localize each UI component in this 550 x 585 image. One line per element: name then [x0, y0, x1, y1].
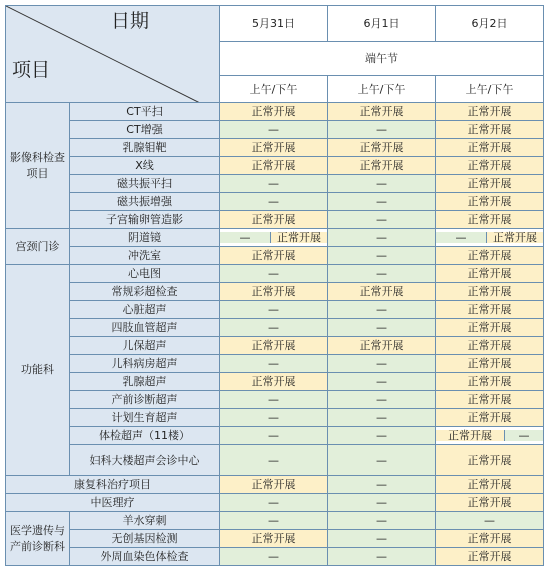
- item-name: 乳腺超声: [70, 373, 220, 391]
- status-cell: —: [328, 494, 436, 512]
- status-cell: 正常开展: [436, 548, 544, 566]
- item-name: 儿科病房超声: [70, 355, 220, 373]
- status-cell: 正常开展: [436, 409, 544, 427]
- table-row: [6, 139, 544, 157]
- status-cell: —: [328, 211, 436, 229]
- holiday-label: 端午节: [220, 42, 544, 76]
- table-row: [6, 193, 544, 211]
- item-name: CT平扫: [70, 103, 220, 121]
- item-name: 冲洗室: [70, 247, 220, 265]
- table-row: [6, 391, 544, 409]
- corner-item-label: 项目: [12, 59, 51, 81]
- status-cell: 正常开展: [220, 373, 328, 391]
- status-cell: 正常开展: [436, 265, 544, 283]
- corner-header: [6, 6, 220, 103]
- item-name: 乳腺钼靶: [70, 139, 220, 157]
- status-cell: —: [220, 175, 328, 193]
- status-cell: 正常开展: [220, 211, 328, 229]
- status-cell: 正常开展: [436, 494, 544, 512]
- status-cell: —: [220, 409, 328, 427]
- table-row: [6, 247, 544, 265]
- table-row: [6, 530, 544, 548]
- status-cell: 正常开展: [328, 103, 436, 121]
- table-row: [6, 427, 544, 445]
- status-cell: 正常开展: [436, 157, 544, 175]
- status-cell: 正常开展: [220, 283, 328, 301]
- item-name: 计划生育超声: [70, 409, 220, 427]
- item-name: 磁共振增强: [70, 193, 220, 211]
- status-cell: —: [328, 247, 436, 265]
- date-header: 6月2日: [436, 6, 544, 42]
- category-label: 功能科: [6, 265, 70, 476]
- item-name: 中医理疗: [6, 494, 220, 512]
- status-cell: —: [220, 391, 328, 409]
- item-name: 磁共振平扫: [70, 175, 220, 193]
- item-name: 产前诊断超声: [70, 391, 220, 409]
- table-row: [6, 175, 544, 193]
- status-cell: 正常开展: [436, 193, 544, 211]
- item-name: X线: [70, 157, 220, 175]
- status-cell: 正常开展: [328, 157, 436, 175]
- table-row: [6, 373, 544, 391]
- status-cell: —: [328, 512, 436, 530]
- status-cell: —: [220, 512, 328, 530]
- item-name: 四肢血管超声: [70, 319, 220, 337]
- item-name: 康复科治疗项目: [6, 476, 220, 494]
- status-cell-pm: 正常开展: [487, 232, 543, 243]
- status-cell: 正常开展: [436, 337, 544, 355]
- status-cell: —: [220, 445, 328, 476]
- status-cell: —: [328, 530, 436, 548]
- status-cell: —: [328, 193, 436, 211]
- status-cell: 正常开展: [436, 211, 544, 229]
- schedule-body: [6, 6, 544, 566]
- item-name: 子宫输卵管造影: [70, 211, 220, 229]
- status-cell: —: [328, 476, 436, 494]
- status-cell: 正常开展: [220, 337, 328, 355]
- status-cell-split: [436, 229, 544, 247]
- date-header: 6月1日: [328, 6, 436, 42]
- table-row: [6, 301, 544, 319]
- status-cell-am: —: [436, 232, 487, 243]
- table-row: [6, 229, 544, 247]
- table-row: [6, 103, 544, 121]
- status-cell: —: [328, 409, 436, 427]
- item-name: 妇科大楼超声会诊中心: [70, 445, 220, 476]
- status-cell: 正常开展: [328, 139, 436, 157]
- table-row: [6, 494, 544, 512]
- status-cell: —: [328, 175, 436, 193]
- status-cell: —: [220, 319, 328, 337]
- status-cell: —: [220, 193, 328, 211]
- status-cell: —: [220, 301, 328, 319]
- corner-date-label: 日期: [110, 10, 149, 32]
- status-cell-split: [436, 427, 544, 445]
- category-label: 影像科检查项目: [6, 103, 70, 229]
- status-cell: 正常开展: [436, 319, 544, 337]
- table-row: [6, 445, 544, 476]
- item-name: 儿保超声: [70, 337, 220, 355]
- status-cell: 正常开展: [220, 139, 328, 157]
- status-cell: —: [328, 265, 436, 283]
- status-cell: —: [220, 121, 328, 139]
- status-cell: —: [328, 121, 436, 139]
- status-cell: —: [328, 427, 436, 445]
- item-name: 羊水穿刺: [70, 512, 220, 530]
- status-cell-split: [220, 229, 328, 247]
- status-cell: —: [328, 373, 436, 391]
- table-row: [6, 512, 544, 530]
- item-name: 无创基因检测: [70, 530, 220, 548]
- status-cell: 正常开展: [220, 247, 328, 265]
- status-cell: 正常开展: [436, 391, 544, 409]
- status-cell: —: [220, 494, 328, 512]
- table-row: [6, 409, 544, 427]
- status-cell: 正常开展: [436, 121, 544, 139]
- status-cell: 正常开展: [436, 301, 544, 319]
- status-cell-am: 正常开展: [436, 430, 505, 441]
- date-header: 5月31日: [220, 6, 328, 42]
- status-cell: 正常开展: [436, 355, 544, 373]
- status-cell: 正常开展: [436, 530, 544, 548]
- status-cell-am: —: [220, 232, 271, 243]
- status-cell: 正常开展: [436, 139, 544, 157]
- date-header-row: [6, 6, 544, 42]
- category-label: 宫颈门诊: [6, 229, 70, 265]
- status-cell: 正常开展: [220, 157, 328, 175]
- status-cell: 正常开展: [436, 247, 544, 265]
- period-header: 上午/下午: [436, 76, 544, 103]
- status-cell: —: [220, 355, 328, 373]
- status-cell: 正常开展: [436, 283, 544, 301]
- table-row: [6, 157, 544, 175]
- status-cell: —: [220, 548, 328, 566]
- table-row: [6, 211, 544, 229]
- status-cell: 正常开展: [328, 283, 436, 301]
- table-row: [6, 265, 544, 283]
- status-cell: —: [328, 355, 436, 373]
- status-cell: 正常开展: [436, 175, 544, 193]
- status-cell: 正常开展: [436, 476, 544, 494]
- status-cell: —: [328, 229, 436, 247]
- status-cell: —: [328, 319, 436, 337]
- status-cell: 正常开展: [436, 103, 544, 121]
- status-cell-pm: 正常开展: [271, 232, 327, 243]
- period-header: 上午/下午: [328, 76, 436, 103]
- table-row: [6, 121, 544, 139]
- status-cell: —: [328, 548, 436, 566]
- status-cell: —: [328, 301, 436, 319]
- table-row: [6, 548, 544, 566]
- item-name: 常规彩超检查: [70, 283, 220, 301]
- status-cell: 正常开展: [220, 103, 328, 121]
- item-name: 阴道镜: [70, 229, 220, 247]
- table-row: [6, 337, 544, 355]
- status-cell: 正常开展: [328, 337, 436, 355]
- table-row: [6, 476, 544, 494]
- status-cell: —: [220, 427, 328, 445]
- item-name: 心电图: [70, 265, 220, 283]
- status-cell: —: [328, 391, 436, 409]
- table-row: [6, 319, 544, 337]
- category-label: 医学遗传与产前诊断科: [6, 512, 70, 566]
- status-cell: —: [220, 265, 328, 283]
- status-cell: 正常开展: [436, 445, 544, 476]
- status-cell: 正常开展: [436, 373, 544, 391]
- status-cell: —: [328, 445, 436, 476]
- item-name: 外周血染色体检查: [70, 548, 220, 566]
- item-name: CT增强: [70, 121, 220, 139]
- item-name: 体检超声（11楼）: [70, 427, 220, 445]
- status-cell: 正常开展: [220, 476, 328, 494]
- table-row: [6, 283, 544, 301]
- schedule-table: [5, 5, 544, 566]
- status-cell: 正常开展: [220, 530, 328, 548]
- table-row: [6, 355, 544, 373]
- period-header: 上午/下午: [220, 76, 328, 103]
- item-name: 心脏超声: [70, 301, 220, 319]
- status-cell-pm: —: [505, 430, 543, 441]
- status-cell: —: [436, 512, 544, 530]
